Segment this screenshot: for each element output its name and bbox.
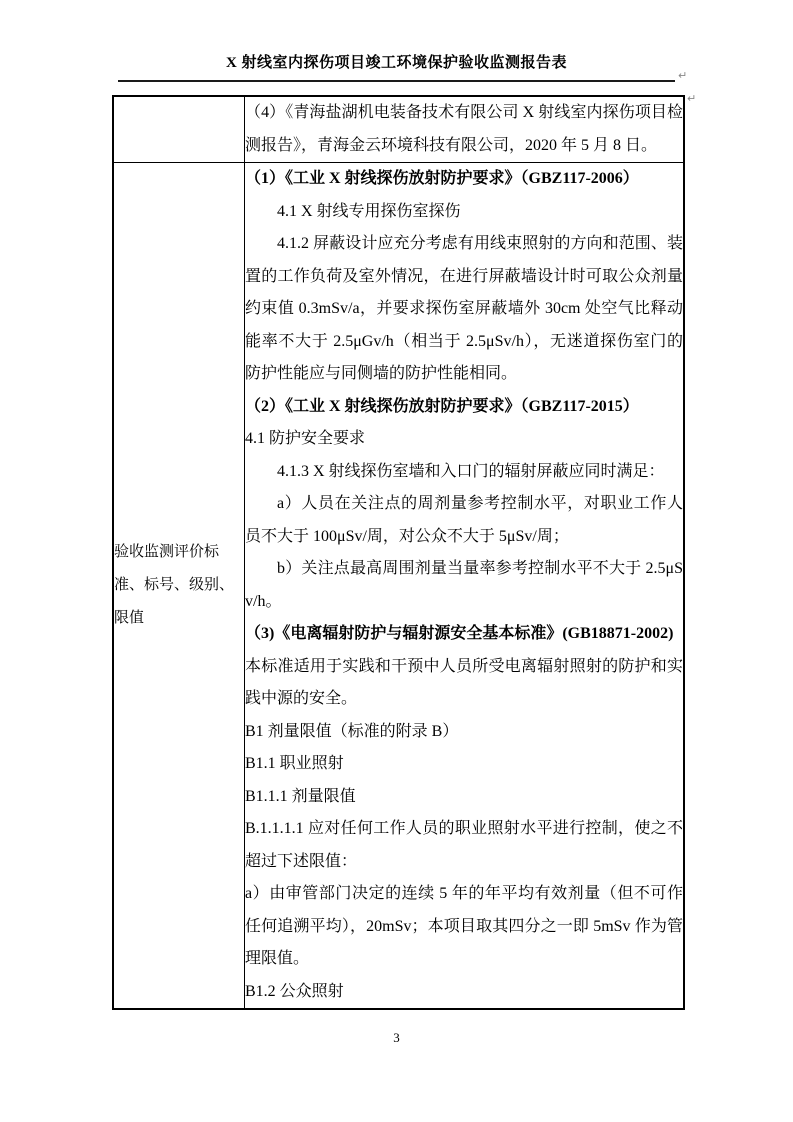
paragraph: B1 剂量限值（标准的附录 B） <box>245 722 459 740</box>
paragraph: a）由审管部门决定的连续 5 年的年平均有效剂量（但不可作任何追溯平均），20mSv；本项目取其四分之一即 5mSv 作为管理限值。 <box>245 885 683 967</box>
table-row-standards <box>113 163 684 1010</box>
paragraph: 4.1 X 射线专用探伤室探伤 <box>277 202 461 220</box>
standard-heading-2: （2）《工业 X 射线探伤放射防护要求》（GBZ117-2015） <box>245 397 639 415</box>
paragraph: 4.1.2 屏蔽设计应充分考虑有用线束照射的方向和范围、装置的工作负荷及室外情况，在进行屏蔽墙设计时可取公众剂量约束值 0.3mSv/a，并要求探伤室屏蔽墙外 30cm 处空气比释动能率不大于 2.5μGv/h（相当于 2.5μSv/h），无迷道探伤室门的防护性能应与同侧墙的防护性能相同。 <box>245 235 683 382</box>
paragraph: 本标准适用于实践和干预中人员所受电离辐射照射的防护和实践中源的安全。 <box>245 657 683 707</box>
paragraph: 4.1 防护安全要求 <box>245 430 366 447</box>
paragraph: （4）《青海盐湖机电装备技术有限公司 X 射线室内探伤项目检测报告》，青海金云环境科技有限公司，2020 年 5 月 8 日。 <box>245 104 683 154</box>
row-label-line: 验收监测评价标 <box>114 544 220 560</box>
paragraph-mark-icon: ↵ <box>687 92 697 105</box>
paragraph: b）关注点最高周围剂量当量率参考控制水平不大于 2.5μSv/h。 <box>245 560 683 610</box>
standards-label-cell <box>113 163 245 1010</box>
paragraph: B1.2 公众照射 <box>245 982 344 1000</box>
paragraph: B1.1.1 剂量限值 <box>245 787 356 805</box>
paragraph: 4.1.3 X 射线探伤室墙和入口门的辐射屏蔽应同时满足： <box>277 462 665 480</box>
table-row-references <box>113 96 684 163</box>
report-table <box>112 95 685 1010</box>
standards-content-cell <box>245 163 685 1010</box>
row-label-line: 准、标号、级别、 <box>114 577 235 593</box>
row-label-line: 限值 <box>114 610 145 626</box>
paragraph: a）人员在关注点的周剂量参考控制水平，对职业工作人员不大于 100μSv/周，对公众不大于 5μSv/周； <box>245 495 683 545</box>
paragraph-mark-icon: ↵ <box>678 69 688 82</box>
header-underline <box>118 80 675 82</box>
standard-heading-3: （3)《电离辐射防护与辐射源安全基本标准》(GB18871-2002) <box>245 625 674 642</box>
standard-heading-1: （1）《工业 X 射线探伤放射防护要求》（GBZ117-2006） <box>245 170 639 187</box>
paragraph: B1.1 职业照射 <box>245 755 344 772</box>
page-header-title: X 射线室内探伤项目竣工环境保护验收监测报告表 <box>225 55 568 71</box>
references-content-cell <box>245 96 685 163</box>
references-label-cell <box>113 96 245 163</box>
page-number: 3 <box>393 1030 400 1045</box>
paragraph: B.1.1.1.1 应对任何工作人员的职业照射水平进行控制，使之不超过下述限值： <box>245 820 683 870</box>
